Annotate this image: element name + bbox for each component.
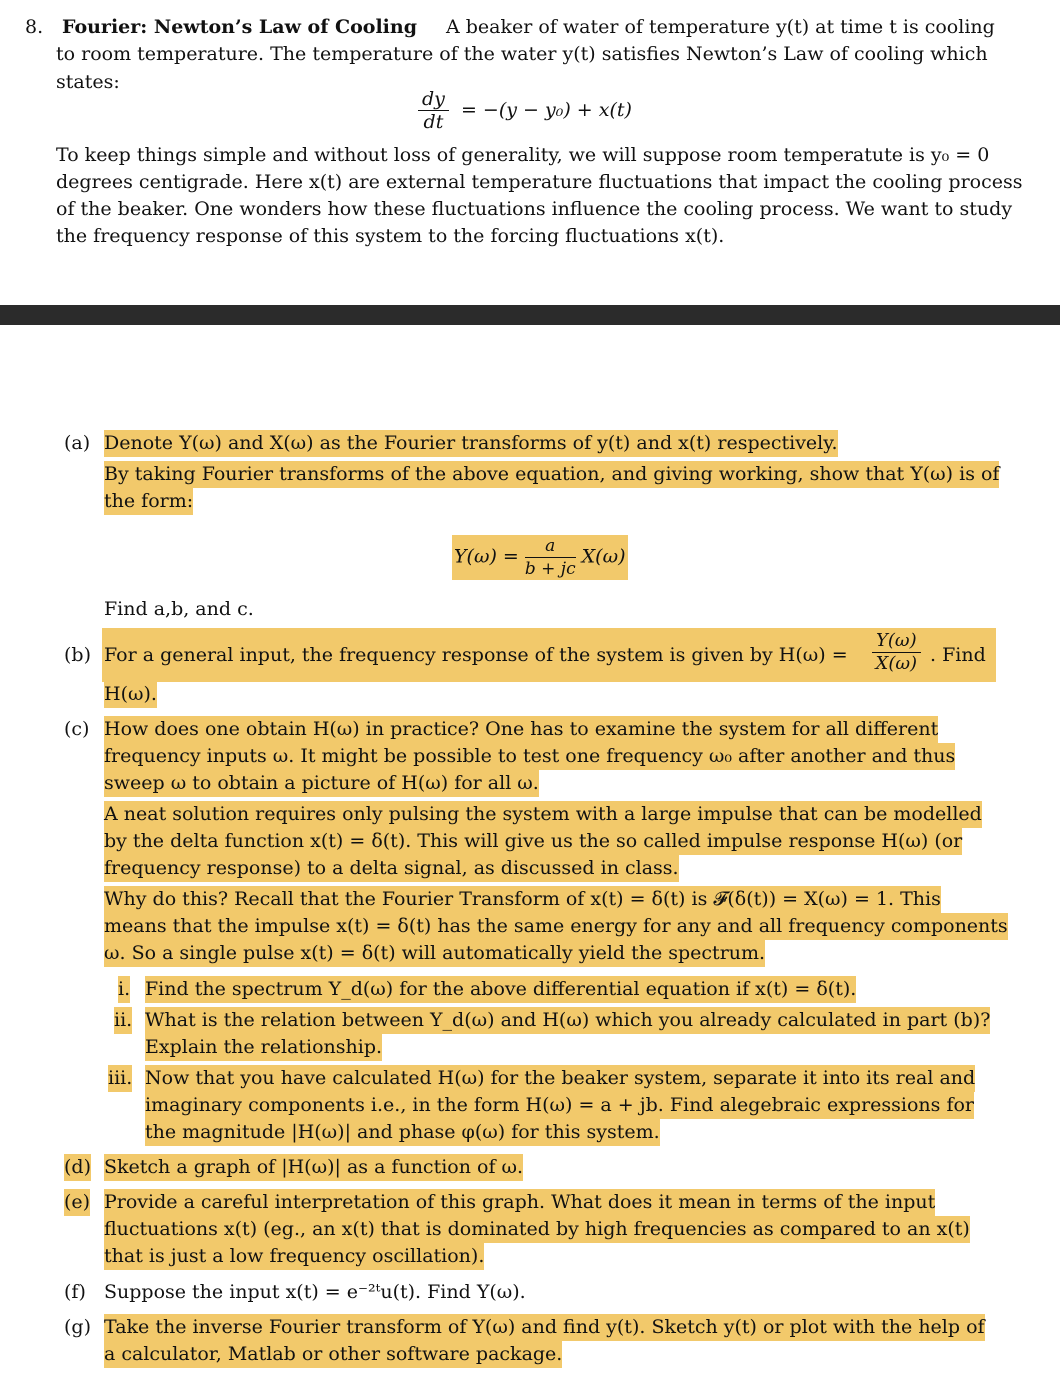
intro-text: states: (56, 71, 120, 93)
part-e-line: fluctuations x(t) (eg., an x(t) that is dominated by high frequencies as compared to an x(t) (104, 1216, 970, 1243)
part-a-line: the form: (104, 488, 193, 515)
part-a-line: By taking Fourier transforms of the above equation, and giving working, show that Y(ω) is of (104, 461, 999, 488)
subpart-iii-label: iii. (108, 1065, 132, 1092)
cooling-equation (418, 88, 632, 133)
part-c-line: frequency response) to a delta signal, as discussed in class. (104, 855, 679, 882)
subpart-i-line: Find the spectrum Y_d(ω) for the above differential equation if x(t) = δ(t). (145, 976, 856, 1003)
derivative-fraction: $\frac{dy}{dt}$ (418, 88, 449, 133)
equation-lhs: Y(ω) = (454, 545, 519, 568)
part-e-line: that is just a low frequency oscillation). (104, 1243, 484, 1270)
part-e-line: Provide a careful interpretation of this graph. What does it mean in terms of the input (104, 1189, 935, 1216)
intro-paragraph-line: the frequency response of this system to the forcing fluctuations x(t). (56, 225, 725, 247)
part-b-fraction: $\frac{Y(\omega)}{X(\omega)}$ (872, 630, 921, 675)
part-c-label: (c) (64, 718, 90, 740)
intro-text: A beaker of water of temperature y(t) at time t is cooling (446, 16, 995, 38)
part-f-line: Suppose the input x(t) = e⁻²ᵗu(t). Find Y(ω). (104, 1281, 526, 1303)
part-e-label: (e) (64, 1189, 90, 1216)
part-a-line: Denote Y(ω) and X(ω) as the Fourier transforms of y(t) and x(t) respectively. (104, 430, 838, 457)
part-g-label: (g) (64, 1316, 91, 1338)
transfer-fraction: $\frac{a}{b + jc}$ (524, 536, 576, 579)
part-b-find: . Find (930, 644, 986, 666)
part-c-line: A neat solution requires only pulsing the system with a large impulse that can be modelled (104, 801, 982, 828)
intro-paragraph-line: To keep things simple and without loss of generality, we will suppose room temperatute is y₀ = 0 (56, 144, 990, 166)
intro-text: to room temperature. The temperature of the water y(t) satisfies Newton’s Law of cooling which (56, 43, 988, 65)
part-a-after: Find a,b, and c. (104, 598, 254, 620)
equation-rhs: X(ω) (581, 545, 626, 568)
part-a-label: (a) (64, 432, 91, 454)
part-d-label: (d) (64, 1154, 91, 1181)
page-divider (0, 305, 1060, 325)
part-b-label: (b) (64, 644, 91, 666)
subpart-iii-line: imaginary components i.e., in the form H(ω) = a + jb. Find alegebraic expressions for (145, 1092, 974, 1119)
part-a-equation (452, 535, 628, 580)
part-g-line: Take the inverse Fourier transform of Y(ω) and find y(t). Sketch y(t) or plot with the help of (104, 1314, 985, 1341)
problem-number: 8. (25, 16, 44, 38)
part-g-line: a calculator, Matlab or other software package. (104, 1341, 562, 1368)
subpart-ii-line: What is the relation between Y_d(ω) and H(ω) which you already calculated in part (b)? (145, 1007, 990, 1034)
part-c-line: ω. So a single pulse x(t) = δ(t) will automatically yield the spectrum. (104, 940, 765, 967)
problem-title: Fourier: Newton’s Law of Cooling (62, 16, 417, 38)
part-d-line: Sketch a graph of |H(ω)| as a function of ω. (104, 1154, 523, 1181)
subpart-ii-line: Explain the relationship. (145, 1034, 382, 1061)
subpart-ii-label: ii. (114, 1007, 132, 1034)
part-b-line: For a general input, the frequency response of the system is given by H(ω) = (104, 644, 848, 666)
subpart-iii-line: Now that you have calculated H(ω) for the beaker system, separate it into its real and (145, 1065, 975, 1092)
part-c-line: How does one obtain H(ω) in practice? One has to examine the system for all different (104, 716, 938, 743)
part-c-line: frequency inputs ω. It might be possible to test one frequency ω₀ after another and thus (104, 743, 955, 770)
part-c-line: Why do this? Recall that the Fourier Transform of x(t) = δ(t) is 𝓕(δ(t)) = X(ω) = 1. This (104, 886, 941, 913)
intro-paragraph-line: of the beaker. One wonders how these fluctuations influence the cooling process. We want to study (56, 198, 1013, 220)
subpart-iii-line: the magnitude |H(ω)| and phase φ(ω) for this system. (145, 1119, 660, 1146)
equation-rhs: = −(y − y₀) + x(t) (460, 98, 632, 121)
part-c-line: by the delta function x(t) = δ(t). This will give us the so called impulse response H(ω) (or (104, 828, 962, 855)
part-b-line: H(ω). (104, 681, 157, 708)
subpart-i-label: i. (118, 976, 130, 1003)
part-c-line: sweep ω to obtain a picture of H(ω) for all ω. (104, 770, 539, 797)
part-f-label: (f) (64, 1281, 86, 1303)
part-c-line: means that the impulse x(t) = δ(t) has the same energy for any and all frequency components (104, 913, 1008, 940)
intro-paragraph-line: degrees centigrade. Here x(t) are external temperature fluctuations that impact the cooling process (56, 171, 1023, 193)
